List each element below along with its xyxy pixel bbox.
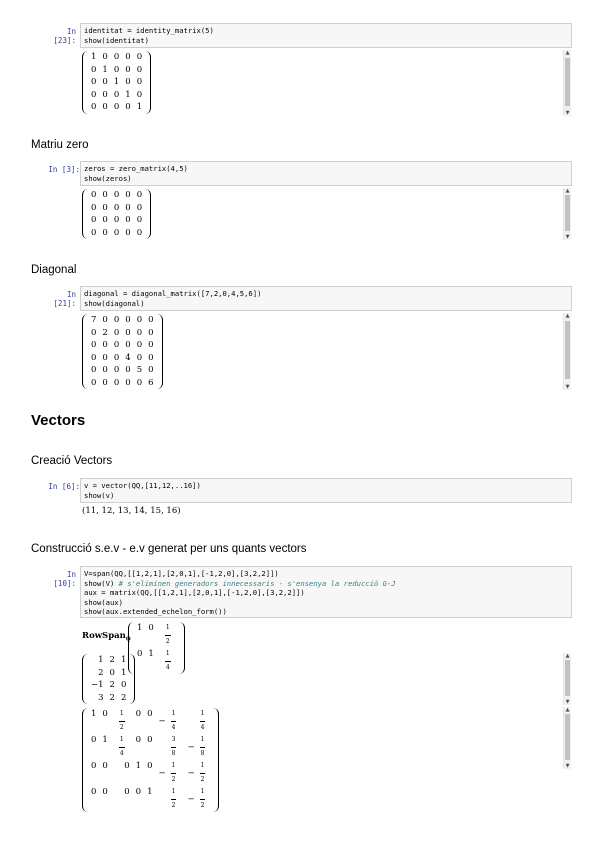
matrix-cell: 7 xyxy=(91,315,97,325)
matrix-cell: 0 xyxy=(91,215,97,225)
matrix-cell xyxy=(156,734,185,760)
right-paren xyxy=(129,654,135,704)
code-line: show(aux.extended_echelon_form()) xyxy=(84,607,227,616)
fraction: $\frac{1}{4}$ xyxy=(200,710,205,731)
fraction: $\frac{1}{8}$ xyxy=(200,736,205,757)
code-cell[interactable] xyxy=(80,478,572,503)
section-heading: Diagonal xyxy=(31,264,77,276)
matrix-cell: − $\frac{1}{2}$ xyxy=(184,760,213,786)
matrix-cell: 2 xyxy=(98,667,104,678)
matrix-cell: 1 xyxy=(120,655,127,665)
code-cell[interactable] xyxy=(80,23,572,48)
matrix-cell: 1 xyxy=(148,649,154,659)
matrix-cell: 0 xyxy=(148,623,154,633)
code-line: v = vector(QQ,[11,12,..16]) xyxy=(84,481,201,490)
fraction: $\frac{1}{4}$ xyxy=(119,736,124,757)
matrix-cell: 1 xyxy=(98,655,104,665)
matrix-cell: 0 xyxy=(136,327,143,338)
matrix-cell: 3 xyxy=(98,692,104,703)
matrix-cell: 1 xyxy=(91,52,97,62)
matrix-cell: 0 xyxy=(125,77,131,87)
scroll-up-icon[interactable]: ▲ xyxy=(565,50,570,56)
matrix-cell: 0 xyxy=(102,215,108,225)
matrix-cell: 0 xyxy=(124,761,130,771)
matrix-cell: 0 xyxy=(102,227,108,238)
matrix-output xyxy=(82,654,135,704)
matrix-cell: 0 xyxy=(113,315,120,325)
matrix-cell: 0 xyxy=(91,89,97,100)
output-scrollbar[interactable] xyxy=(563,188,571,240)
matrix-cell: 0 xyxy=(136,89,143,100)
code-comment: # s'eliminen generadors innecessaris - s'ensenya la reducció G-J xyxy=(118,578,396,588)
matrix-cell: 0 xyxy=(125,215,131,225)
matrix-cell: 0 xyxy=(147,761,153,771)
matrix-cell xyxy=(111,708,133,734)
matrix-cell: 0 xyxy=(102,315,108,325)
matrix-cell: 1 xyxy=(102,735,108,745)
cell-prompt: In [23]: xyxy=(53,27,76,45)
matrix-cell: 0 xyxy=(91,735,97,745)
matrix-cell: 0 xyxy=(102,190,108,200)
matrix-output xyxy=(82,314,163,389)
matrix-cell: 0 xyxy=(136,377,143,388)
code-cell[interactable] xyxy=(80,161,572,186)
matrix-cell: 0 xyxy=(113,52,120,62)
matrix-cell: 0 xyxy=(148,327,154,338)
matrix-cell: 0 xyxy=(135,709,142,719)
matrix-cell: − $\frac{1}{8}$ xyxy=(184,734,213,760)
code-line: show(v) xyxy=(84,490,115,500)
matrix-cell: −1 xyxy=(91,680,104,690)
section-heading: Matriu zero xyxy=(31,139,89,151)
matrix-cell: 0 xyxy=(136,64,143,75)
matrix-cell: 0 xyxy=(91,377,97,388)
code-line: identitat = identity_matrix(5) xyxy=(84,26,214,35)
matrix-cell: 0 xyxy=(125,202,131,213)
matrix-cell: 2 xyxy=(120,692,127,703)
matrix-cell: 0 xyxy=(147,709,153,719)
section-title: Vectors xyxy=(31,412,86,429)
matrix-cell: 0 xyxy=(120,680,127,690)
matrix-cell: − $\frac{1}{4}$ xyxy=(156,708,185,734)
matrix-cell: 0 xyxy=(136,77,143,87)
code-line: show(V) # s'eliminen generadors innecessaris - s'ensenya la reducció G-J xyxy=(84,578,396,588)
matrix-cell: 0 xyxy=(148,352,154,363)
matrix-cell: 0 xyxy=(125,102,131,112)
matrix-cell: 0 xyxy=(91,761,97,771)
scroll-down-icon[interactable]: ▼ xyxy=(565,110,570,116)
code-line: show(identitat) xyxy=(84,35,149,45)
scroll-up-icon[interactable]: ▲ xyxy=(565,188,570,194)
matrix-cell: 0 xyxy=(91,340,97,350)
matrix-cell: 0 xyxy=(125,327,131,338)
fraction: $\frac{1}{2}$ xyxy=(200,762,205,783)
matrix-cell: 0 xyxy=(113,190,120,200)
matrix-cell xyxy=(156,786,185,812)
matrix-cell: 0 xyxy=(125,64,131,75)
scroll-thumb[interactable] xyxy=(565,714,570,760)
matrix-output xyxy=(82,189,151,239)
cell-prompt: In [3]: xyxy=(48,165,80,174)
matrix-cell: 0 xyxy=(113,89,120,100)
matrix-cell: 0 xyxy=(102,52,108,62)
code-line: aux = matrix(QQ,[[1,2,1],[2,0,1],[-1,2,0],[3,2,2]]) xyxy=(84,588,305,597)
matrix-cell: 0 xyxy=(124,787,130,797)
matrix-cell: 2 xyxy=(109,692,115,703)
matrix-cell: 0 xyxy=(102,340,108,350)
matrix-cell: 1 xyxy=(147,787,153,797)
code-line: show(diagonal) xyxy=(84,298,145,308)
matrix-cell: 4 xyxy=(125,352,131,363)
matrix-cell: 0 xyxy=(91,202,97,213)
matrix-cell xyxy=(111,734,133,760)
matrix-cell: 1 xyxy=(120,667,127,678)
matrix-cell: 0 xyxy=(113,102,120,112)
matrix-cell: 0 xyxy=(102,89,108,100)
matrix-cell: 0 xyxy=(91,787,97,797)
output-scrollbar[interactable] xyxy=(563,50,571,116)
matrix-cell: 0 xyxy=(125,377,131,388)
matrix-cell: 0 xyxy=(147,735,153,745)
matrix-cell: 0 xyxy=(113,327,120,338)
fraction: $\frac{1}{2}$ xyxy=(165,624,170,645)
scroll-down-icon[interactable]: ▼ xyxy=(565,234,570,240)
section-heading: Construcció s.e.v - e.v generat per uns quants vectors xyxy=(31,543,307,555)
code-line: show(zeros) xyxy=(84,173,132,183)
output-area xyxy=(80,653,572,705)
matrix-cell: 0 xyxy=(113,352,120,363)
matrix-cell: 0 xyxy=(102,77,108,87)
matrix-cell: 0 xyxy=(136,227,143,238)
matrix-cell xyxy=(184,708,213,734)
matrix-cell: 0 xyxy=(102,787,108,797)
matrix-cell: 2 xyxy=(102,327,108,338)
matrix-cell: 0 xyxy=(91,190,97,200)
matrix-cell: 1 xyxy=(113,77,120,87)
matrix-cell: 0 xyxy=(136,352,143,363)
matrix-cell: 0 xyxy=(91,102,97,112)
scroll-thumb[interactable] xyxy=(565,195,570,231)
matrix-cell: 0 xyxy=(136,190,143,200)
matrix-cell: 0 xyxy=(125,52,131,62)
matrix-cell: 0 xyxy=(135,787,142,797)
matrix-cell: 0 xyxy=(113,215,120,225)
matrix-cell: 0 xyxy=(136,52,143,62)
vector-output: (11, 12, 13, 14, 15, 16) xyxy=(82,506,181,516)
matrix-cell: 0 xyxy=(125,315,131,325)
matrix-cell: 0 xyxy=(91,352,97,363)
matrix-cell: 0 xyxy=(135,735,142,745)
matrix-output xyxy=(82,708,219,812)
matrix-output xyxy=(82,51,151,114)
matrix-cell: 0 xyxy=(136,340,143,350)
scroll-thumb[interactable] xyxy=(565,58,570,106)
matrix-cell: 0 xyxy=(102,352,108,363)
matrix-cell: 0 xyxy=(125,190,131,200)
scroll-down-icon[interactable]: ▼ xyxy=(565,763,570,769)
output-scrollbar[interactable] xyxy=(563,653,571,705)
cell-prompt: In [21]: xyxy=(53,290,76,308)
matrix-cell: 0 xyxy=(136,215,143,225)
matrix-cell: 0 xyxy=(109,667,115,678)
matrix-cell: 0 xyxy=(91,77,97,87)
matrix-cell: 0 xyxy=(125,340,131,350)
matrix-cell: 1 xyxy=(136,102,143,112)
matrix-cell: 0 xyxy=(113,340,120,350)
matrix-cell: 0 xyxy=(113,202,120,213)
matrix-cell: 0 xyxy=(113,377,120,388)
matrix-cell: 1 xyxy=(137,623,143,633)
matrix-cell: 0 xyxy=(148,315,154,325)
matrix-cell: 0 xyxy=(91,327,97,338)
matrix-cell: 0 xyxy=(102,102,108,112)
output-area xyxy=(80,707,572,809)
matrix-cell: 1 xyxy=(125,89,131,100)
output-scrollbar[interactable] xyxy=(563,313,571,390)
matrix-cell: 0 xyxy=(102,377,108,388)
matrix-cell: 0 xyxy=(113,227,120,238)
matrix-cell xyxy=(157,622,179,648)
matrix-cell: 0 xyxy=(91,365,97,375)
code-line: zeros = zero_matrix(4,5) xyxy=(84,164,188,173)
output-area xyxy=(80,188,572,240)
rowspan-label: RowSpan$_Q$ xyxy=(82,631,131,643)
code-cell[interactable] xyxy=(80,566,572,618)
matrix-cell: 0 xyxy=(102,761,108,771)
right-paren xyxy=(157,314,163,389)
output-area xyxy=(80,313,572,390)
matrix-cell: 0 xyxy=(91,64,97,75)
code-line: show(aux) xyxy=(84,597,123,607)
matrix-cell: 6 xyxy=(148,377,154,388)
right-paren xyxy=(145,51,151,114)
code-cell[interactable] xyxy=(80,286,572,311)
output-area xyxy=(80,50,572,116)
fraction: $\frac{1}{4}$ xyxy=(171,710,176,731)
fraction: $\frac{1}{2}$ xyxy=(171,762,176,783)
matrix-cell: 1 xyxy=(91,709,97,719)
matrix-cell: 2 xyxy=(109,680,115,690)
matrix-cell: 0 xyxy=(102,709,108,719)
matrix-cell: − $\frac{1}{2}$ xyxy=(184,786,213,812)
matrix-cell: 0 xyxy=(102,365,108,375)
matrix-cell: 0 xyxy=(125,227,131,238)
code-line: diagonal = diagonal_matrix([7,2,0,4,5,6]) xyxy=(84,289,262,298)
matrix-cell: 0 xyxy=(148,365,154,375)
matrix-cell: 0 xyxy=(136,315,143,325)
matrix-cell: 2 xyxy=(109,655,115,665)
fraction: $\frac{1}{2}$ xyxy=(171,788,176,809)
fraction: $\frac{3}{8}$ xyxy=(171,736,176,757)
scroll-down-icon[interactable]: ▼ xyxy=(565,699,570,705)
matrix-cell: − $\frac{1}{2}$ xyxy=(156,760,185,786)
fraction: $\frac{1}{2}$ xyxy=(119,710,124,731)
matrix-cell: 1 xyxy=(135,761,142,771)
scroll-up-icon[interactable]: ▲ xyxy=(565,707,570,713)
matrix-cell: 0 xyxy=(113,64,120,75)
right-paren xyxy=(213,708,219,812)
code-line: V=span(QQ,[[1,2,1],[2,0,1],[-1,2,0],[3,2,2]]) xyxy=(84,569,279,578)
fraction: $\frac{1}{4}$ xyxy=(165,650,170,671)
scroll-up-icon[interactable]: ▲ xyxy=(565,653,570,659)
cell-prompt: In [6]: xyxy=(48,482,80,491)
scroll-up-icon[interactable]: ▲ xyxy=(565,313,570,319)
section-heading: Creació Vectors xyxy=(31,455,113,467)
matrix-cell: 0 xyxy=(136,202,143,213)
matrix-cell: 0 xyxy=(91,227,97,238)
scroll-down-icon[interactable]: ▼ xyxy=(565,384,570,390)
fraction: $\frac{1}{2}$ xyxy=(200,788,205,809)
matrix-cell: 0 xyxy=(102,202,108,213)
matrix-cell: 0 xyxy=(113,365,120,375)
scroll-thumb[interactable] xyxy=(565,321,570,379)
matrix-cell: 0 xyxy=(125,365,131,375)
right-paren xyxy=(145,189,151,239)
output-scrollbar[interactable] xyxy=(563,707,571,769)
matrix-cell: 0 xyxy=(137,649,143,659)
matrix-cell: 5 xyxy=(136,365,143,375)
matrix-cell: 1 xyxy=(102,64,108,75)
matrix-cell: 0 xyxy=(148,340,154,350)
scroll-thumb[interactable] xyxy=(565,660,570,696)
cell-prompt: In [10]: xyxy=(53,570,76,588)
